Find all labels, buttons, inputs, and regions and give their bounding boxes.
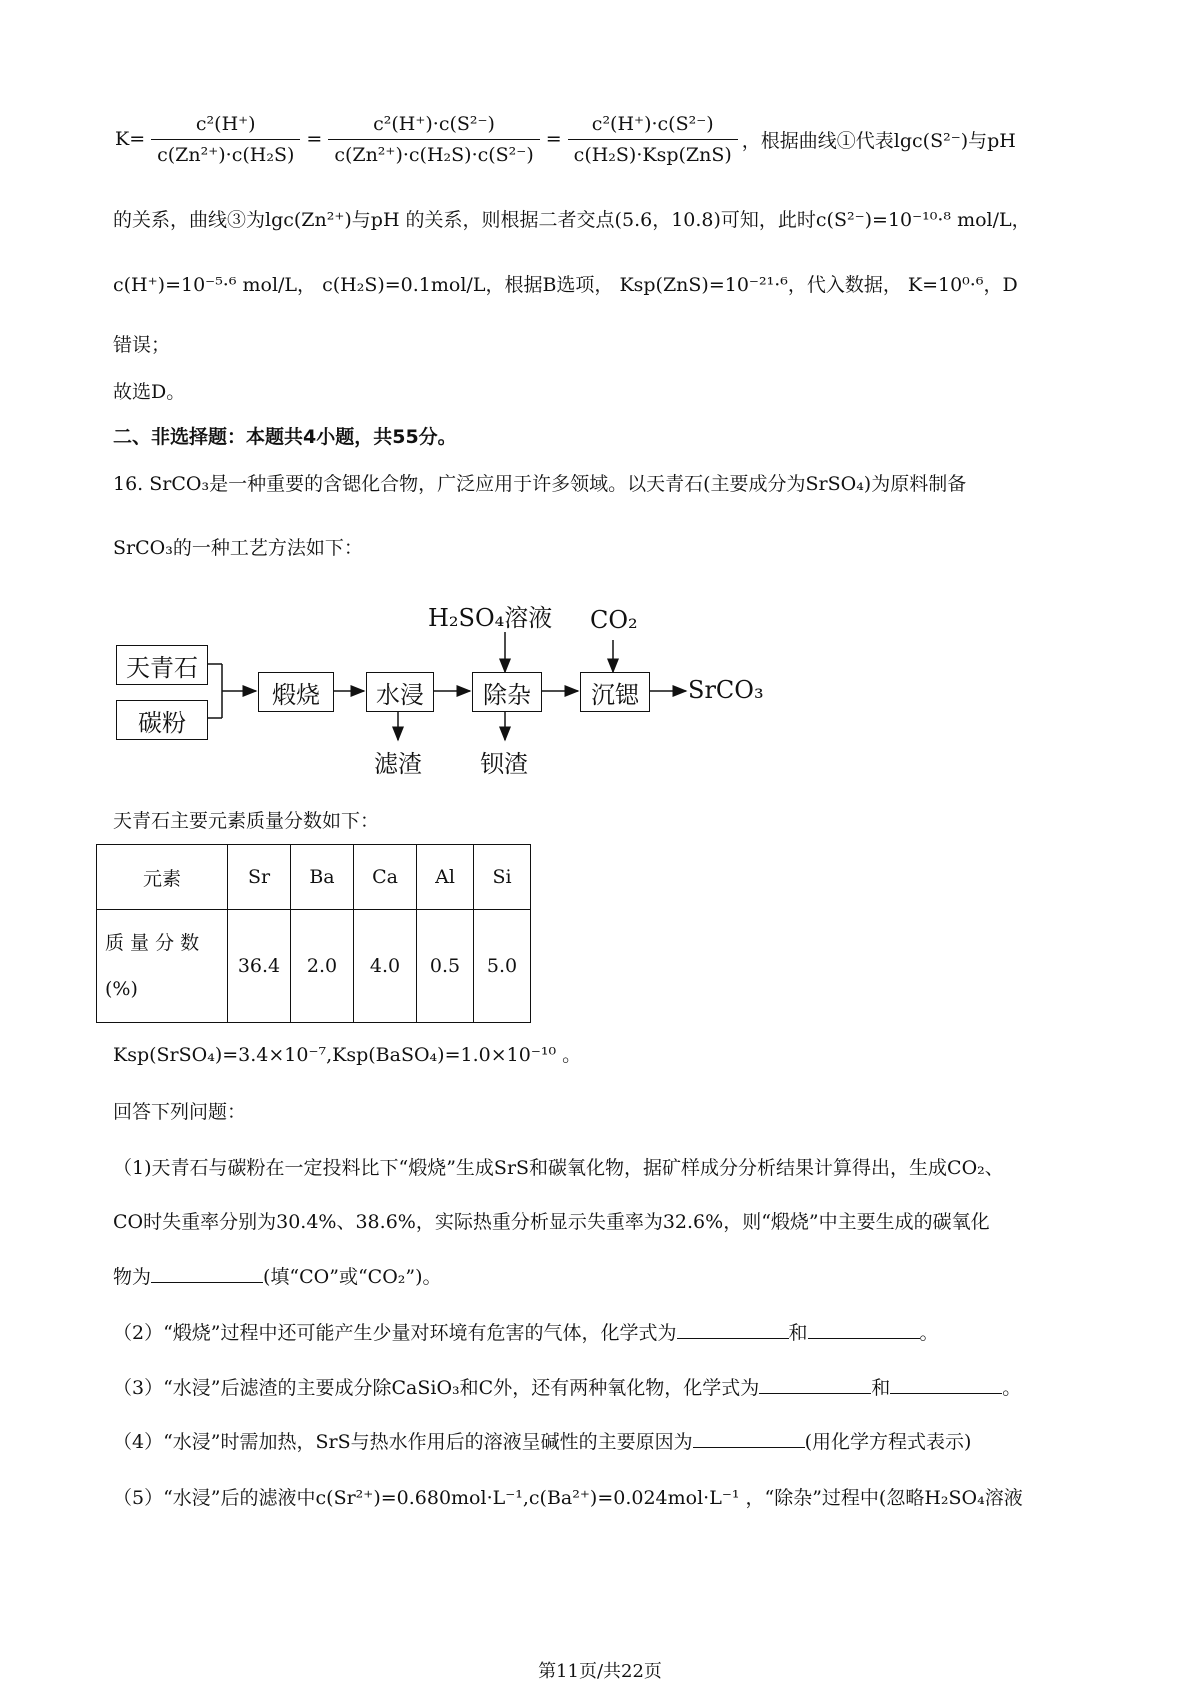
text-line: c(H⁺)=10⁻⁵·⁶ mol/L， c(H₂S)=0.1mol/L，根据B选项， Ksp(ZnS)=10⁻²¹·⁶，代入数据， K=10⁰·⁶，D	[113, 274, 1018, 296]
question-2	[113, 1318, 939, 1345]
table-header-cell: 元素	[97, 845, 228, 910]
fraction-3-numerator: c²(H⁺)·c(S²⁻)	[591, 112, 714, 135]
question-2-suffix: 。	[919, 1322, 939, 1344]
flow-step-precipitate: 沉锶	[580, 672, 650, 712]
answer-blank[interactable]	[677, 1320, 789, 1339]
table-header-cell: Sr	[228, 845, 291, 910]
question-16-line1: 16. SrCO₃是一种重要的含锶化合物，广泛应用于许多领域。以天青石(主要成分为SrSO₄)为原料制备	[113, 473, 967, 495]
text-line: 错误；	[113, 334, 171, 356]
question-3	[113, 1373, 1021, 1400]
fraction-1-numerator: c²(H⁺)	[195, 112, 256, 135]
question-3-suffix: 。	[1002, 1377, 1022, 1399]
formula-lhs: K=	[115, 128, 146, 150]
question-1-line3	[113, 1262, 442, 1289]
flow-reagent-h2so4: H₂SO₄溶液	[428, 604, 553, 632]
question-4-suffix: (用化学方程式表示)	[804, 1431, 972, 1453]
table-cell: 2.0	[291, 910, 354, 1023]
table-cell: 0.5	[417, 910, 474, 1023]
flow-product: SrCO₃	[688, 676, 764, 704]
equals-sign: =	[306, 128, 323, 150]
table-cell: 5.0	[474, 910, 531, 1023]
flow-output-barium-residue: 钡渣	[480, 750, 528, 778]
fraction-2-numerator: c²(H⁺)·c(S²⁻)	[373, 112, 495, 135]
text-line: 故选D。	[113, 381, 186, 403]
ksp-values: Ksp(SrSO₄)=3.4×10⁻⁷,Ksp(BaSO₄)=1.0×10⁻¹⁰ 。	[113, 1044, 582, 1066]
question-5: （5）“水浸”后的滤液中c(Sr²⁺)=0.680mol·L⁻¹,c(Ba²⁺)=0.024mol·L⁻¹ ，“除杂”过程中(忽略H₂SO₄溶液	[113, 1487, 1023, 1509]
question-2-middle: 和	[788, 1322, 808, 1344]
table-header-cell: Al	[417, 845, 474, 910]
question-1-line2: CO时失重率分别为30.4%、38.6%，实际热重分析显示失重率为32.6%，则“煅烧”中主要生成的碳氧化	[113, 1211, 990, 1233]
question-3-prefix: （3）“水浸”后滤渣的主要成分除CaSiO₃和C外，还有两种氧化物，化学式为	[113, 1377, 760, 1399]
flow-input-celestite: 天青石	[116, 645, 208, 685]
question-4	[113, 1427, 971, 1454]
question-3-middle: 和	[871, 1377, 891, 1399]
answer-blank[interactable]	[890, 1375, 1002, 1394]
answer-blank[interactable]	[808, 1320, 920, 1339]
flow-output-residue: 滤渣	[374, 750, 422, 778]
flow-reagent-co2: CO₂	[590, 606, 638, 634]
flow-input-carbon: 碳粉	[116, 700, 208, 740]
question-2-prefix: （2）“煅烧”过程中还可能产生少量对环境有危害的气体，化学式为	[113, 1322, 677, 1344]
table-header-row	[97, 845, 531, 910]
flow-step-purify: 除杂	[472, 672, 542, 712]
table-row-label: 质 量 分 数 (%)	[97, 910, 228, 1023]
table-cell: 36.4	[228, 910, 291, 1023]
question-4-prefix: （4）“水浸”时需加热，SrS与热水作用后的溶液呈碱性的主要原因为	[113, 1431, 693, 1453]
table-cell: 4.0	[354, 910, 417, 1023]
section-heading: 二、非选择题：本题共4小题，共55分。	[113, 426, 457, 448]
table-header-cell: Ba	[291, 845, 354, 910]
answer-blank[interactable]	[693, 1429, 805, 1448]
text-line: 的关系，曲线③为lgc(Zn²⁺)与pH 的关系，则根据二者交点(5.6，10.8)可知，此时c(S²⁻)=10⁻¹⁰·⁸ mol/L，	[113, 209, 1031, 231]
equals-sign: =	[545, 128, 562, 150]
answer-blank[interactable]	[151, 1264, 263, 1283]
flow-step-leach: 水浸	[366, 672, 434, 712]
question-1-line1: （1)天青石与碳粉在一定投料比下“煅烧”生成SrS和碳氧化物，据矿样成分分析结果计算得出，生成CO₂、	[113, 1157, 1004, 1179]
table-row	[97, 910, 531, 1023]
question-1-suffix: (填“CO”或“CO₂”)。	[263, 1266, 442, 1288]
table-header-cell: Si	[474, 845, 531, 910]
formula-tail-text: ，根据曲线①代表lgc(S²⁻)与pH	[741, 129, 1016, 152]
table-header-cell: Ca	[354, 845, 417, 910]
fraction-2-denominator: c(Zn²⁺)·c(H₂S)·c(S²⁻)	[328, 139, 539, 166]
question-16-line2: SrCO₃的一种工艺方法如下：	[113, 537, 363, 559]
question-1-prefix: 物为	[113, 1266, 152, 1288]
fraction-3-denominator: c(H₂S)·Ksp(ZnS)	[568, 139, 738, 166]
answer-blank[interactable]	[759, 1375, 871, 1394]
element-mass-table	[96, 844, 531, 1023]
fraction-1-denominator: c(Zn²⁺)·c(H₂S)	[151, 139, 300, 166]
flow-step-calcine: 煅烧	[258, 672, 334, 712]
page-footer: 第11页/共22页	[538, 1661, 662, 1682]
table-intro: 天青石主要元素质量分数如下：	[113, 810, 380, 832]
answer-intro: 回答下列问题：	[113, 1101, 247, 1123]
